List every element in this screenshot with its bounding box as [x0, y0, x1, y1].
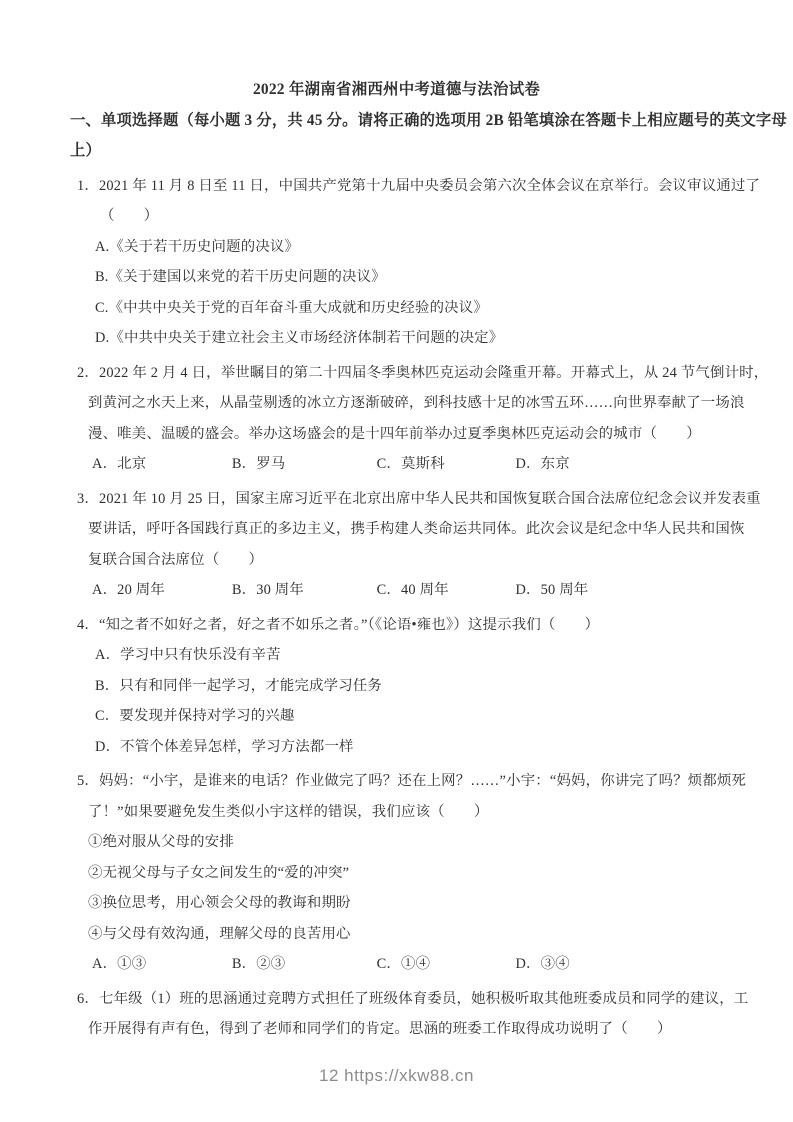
question-stem-line: 6．七年级（1）班的思涵通过竞聘方式担任了班级体育委员，她积极听取其他班委成员和同学的建议，工: [77, 990, 749, 1007]
section-heading-line-2: 上）: [70, 142, 101, 159]
option-d: D．50 周年: [515, 582, 589, 598]
option-a: A．①③: [92, 956, 147, 972]
question-6: [0, 984, 793, 1045]
question-option-line-b: B．只有和同伴一起学习，才能完成学习任务: [95, 677, 383, 694]
question-3: [0, 484, 793, 606]
question-option-line-d: D.《中共中央关于建立社会主义市场经济体制若干问题的决定》: [95, 330, 504, 346]
statement-item-1: ①绝对服从父母的安排: [88, 834, 234, 850]
question-4: [0, 610, 793, 763]
option-d: D．东京: [515, 456, 570, 472]
question-stem-line: 作开展得有声有色，得到了老师和同学们的肯定。思涵的班委工作取得成功说明了（ ）: [88, 1021, 672, 1037]
question-stem-line: 4．“知之者不如好之者，好之者不如乐之者。”（《论语•雍也》）这提示我们（ ）: [77, 616, 600, 633]
option-b: B．②③: [231, 956, 286, 972]
question-option-line-d: D．不管个体差异怎样，学习方法都一样: [95, 738, 354, 755]
question-stem-line: 要讲话，呼吁各国践行真正的多边主义，携手构建人类命运共同体。此次会议是纪念中华人民共和国恢: [88, 521, 745, 537]
question-stem-line: 5．妈妈：“小宇，是谁来的电话？作业做完了吗？还在上网？……”小宇：“妈妈，你讲完了吗？烦都烦死: [77, 773, 747, 789]
question-1: [0, 171, 793, 354]
options-row: [0, 949, 793, 980]
question-option-line-a: A.《关于若干历史问题的决议》: [95, 238, 300, 255]
answer-blank-parentheses: （ ）: [100, 208, 159, 224]
option-d: D．③④: [515, 956, 570, 972]
question-stem-line: 复联合国合法席位（ ）: [88, 551, 264, 568]
question-stem-line: 漫、唯美、温暖的盛会。举办这场盛会的是十四年前举办过夏季奥林匹克运动会的城市（ ）: [88, 425, 701, 442]
option-c: C．40 周年: [376, 582, 449, 598]
question-5: [0, 766, 793, 980]
options-row: [0, 449, 793, 480]
question-stem-line: 1．2021 年 11 月 8 日至 11 日，中国共产党第十九届中央委员会第六次全体会议在京举行。会议审议通过了: [77, 177, 761, 194]
options-row: [0, 575, 793, 606]
statement-item-3: ③换位思考，用心领会父母的教诲和期盼: [88, 895, 351, 911]
option-b: B．罗马: [231, 456, 286, 472]
question-option-line-b: B.《关于建国以来党的若干历史问题的决议》: [95, 269, 386, 285]
option-a: A．20 周年: [92, 582, 165, 598]
option-a: A．北京: [92, 456, 147, 472]
statement-item-4: ④与父母有效沟通，理解父母的良苦用心: [88, 925, 351, 942]
option-c: C．①④: [376, 956, 431, 972]
question-option-line-a: A．学习中只有快乐没有辛苦: [95, 647, 281, 663]
document-title: 2022 年湖南省湘西州中考道德与法治试卷: [252, 81, 541, 98]
option-c: C．莫斯科: [376, 456, 445, 472]
statement-item-2: ②无视父母与子女之间发生的“爱的冲突”: [88, 864, 350, 881]
page-footer: 12 https://xkw88.cn: [318, 1065, 475, 1085]
question-stem-line: 了！”如果要避免发生类似小宇这样的错误，我们应该（ ）: [88, 803, 489, 820]
section-heading-line-1: 一、单项选择题（每小题 3 分，共 45 分。请将正确的选项用 2B 铅笔填涂在答题卡上相应题号的英文字母: [70, 111, 787, 129]
question-option-line-c: C．要发现并保持对学习的兴趣: [95, 708, 295, 724]
question-stem-line: 2．2022 年 2 月 4 日，举世瞩目的第二十四届冬季奥林匹克运动会隆重开幕。开幕式上，从 24 节气倒计时，: [77, 364, 769, 381]
question-2: [0, 358, 793, 480]
question-stem-line: 3．2021 年 10 月 25 日，国家主席习近平在北京出席中华人民共和国恢复联合国合法席位纪念会议并发表重: [77, 490, 761, 507]
question-stem-line: 到黄河之水天上来，从晶莹剔透的冰立方逐渐破碎，到科技感十足的冰雪五环……向世界奉献了一场浪: [88, 395, 745, 411]
option-b: B．30 周年: [231, 582, 304, 598]
question-option-line-c: C.《中共中央关于党的百年奋斗重大成就和历史经验的决议》: [95, 299, 488, 316]
